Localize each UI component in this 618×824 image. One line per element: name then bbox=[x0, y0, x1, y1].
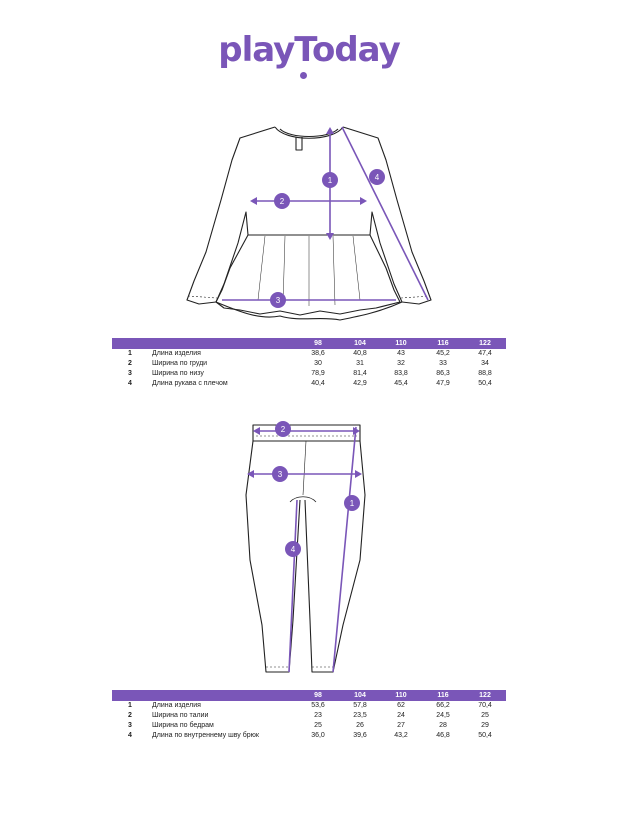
table-row: 3 Ширина по бедрам 25 26 27 28 29 bbox=[128, 722, 489, 729]
leggings-crotch bbox=[290, 497, 316, 502]
table-row: 2 Ширина по груди 30 31 32 33 34 bbox=[128, 360, 489, 367]
size-header: 98 bbox=[314, 340, 322, 347]
bottom-marker-1 bbox=[344, 495, 360, 511]
brand-logo: playToday bbox=[218, 30, 400, 70]
bottom-marker-2 bbox=[275, 421, 291, 437]
size-header: 98 bbox=[314, 692, 322, 699]
size-header: 122 bbox=[479, 692, 491, 699]
table-row: 2 Ширина по талии 23 23,5 24 24,5 25 bbox=[128, 712, 489, 719]
bottom-marker-4 bbox=[285, 541, 301, 557]
leggings-outline bbox=[246, 441, 365, 672]
table-row: 4 Длина рукава с плечом 40,4 42,9 45,4 47,9 50,4 bbox=[128, 380, 492, 387]
svg-text:4: 4 bbox=[374, 173, 380, 182]
size-header: 110 bbox=[395, 340, 407, 347]
size-header: 110 bbox=[395, 692, 407, 699]
svg-text:4: 4 bbox=[290, 545, 296, 554]
svg-text:2: 2 bbox=[280, 425, 286, 434]
size-header: 116 bbox=[437, 692, 449, 699]
svg-text:1: 1 bbox=[327, 176, 333, 185]
size-header: 122 bbox=[479, 340, 491, 347]
table-row: 4 Длина по внутреннему шву брюк 36,0 39,6 43,2 46,8 50,4 bbox=[128, 732, 492, 739]
bottom-marker-3 bbox=[272, 466, 288, 482]
table-row: 3 Ширина по низу 78,9 81,4 83,8 86,3 88,8 bbox=[128, 370, 492, 377]
size-header: 104 bbox=[354, 340, 366, 347]
svg-text:2: 2 bbox=[279, 197, 285, 206]
leggings-waistband bbox=[253, 425, 360, 441]
size-header: 116 bbox=[437, 340, 449, 347]
size-header: 104 bbox=[354, 692, 366, 699]
leggings-size-table bbox=[112, 690, 506, 741]
table-row: 1 Длина изделия 38,6 40,8 43 45,2 47,4 bbox=[128, 350, 492, 357]
svg-text:3: 3 bbox=[277, 470, 283, 479]
svg-text:3: 3 bbox=[275, 296, 281, 305]
table-row: 1 Длина изделия 53,6 57,8 62 66,2 70,4 bbox=[128, 702, 492, 709]
svg-text:1: 1 bbox=[349, 499, 355, 508]
leggings-size-table-header bbox=[112, 690, 506, 701]
